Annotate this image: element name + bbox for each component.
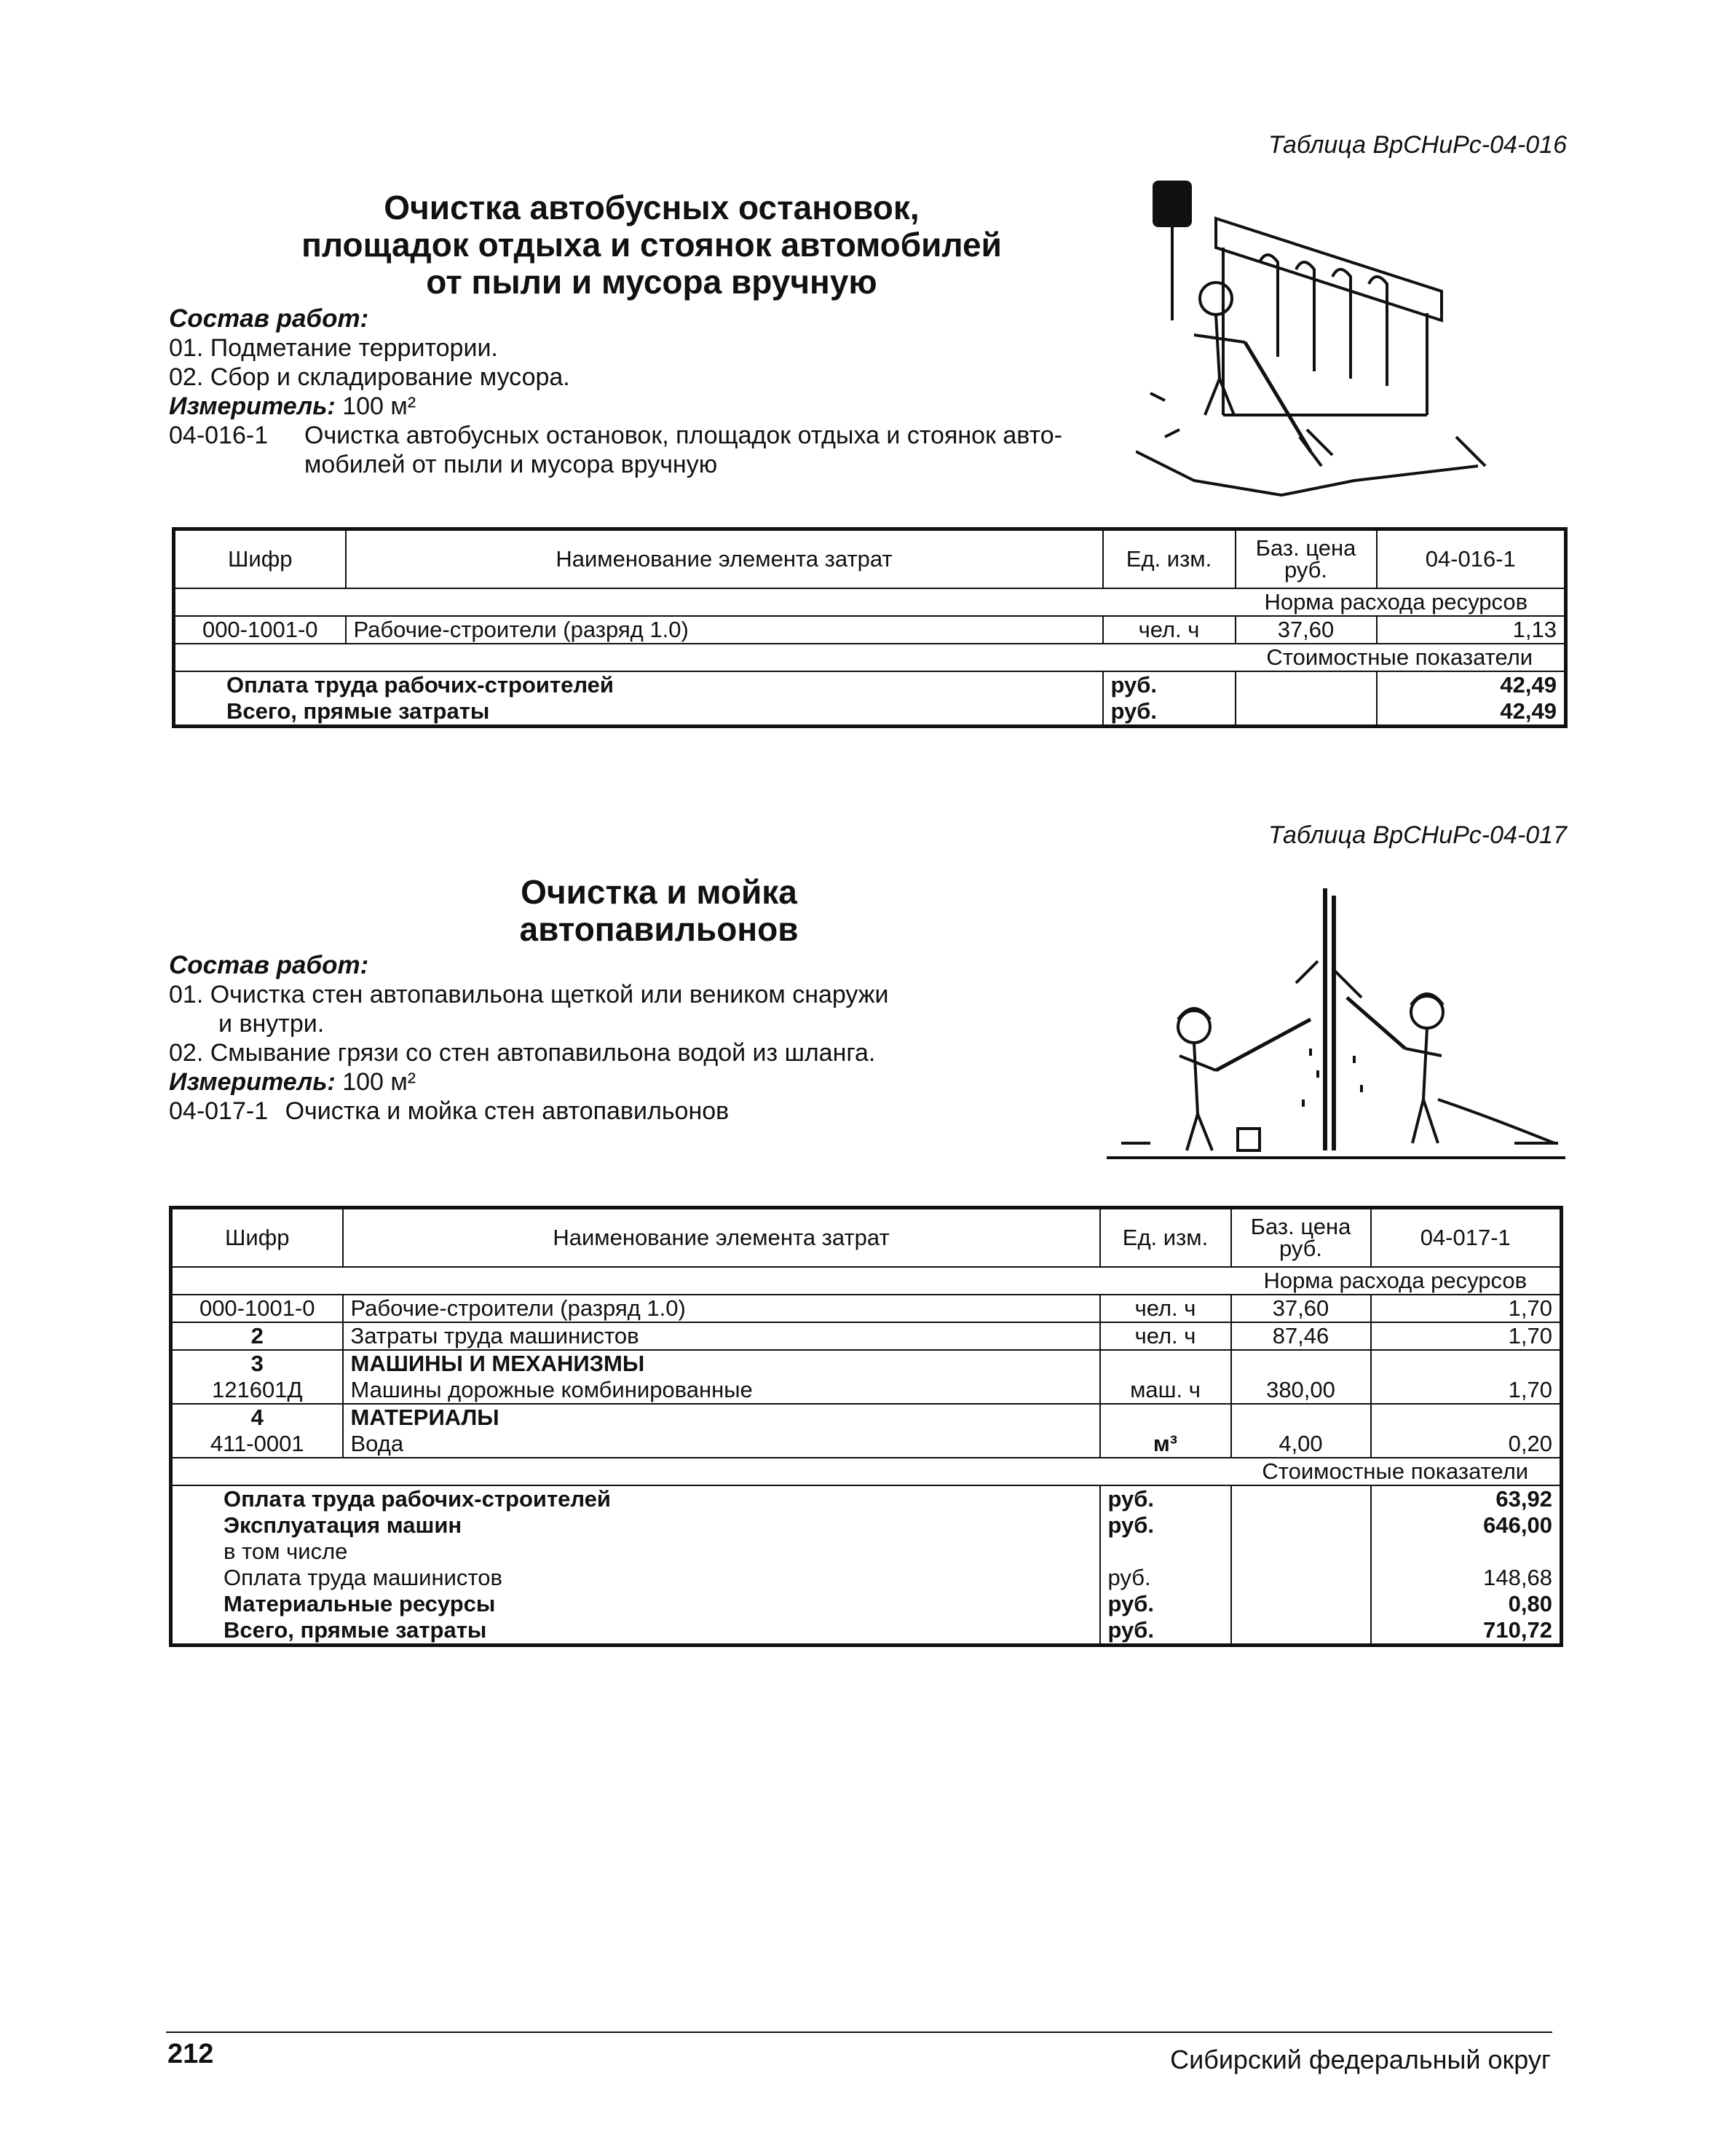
- row-code: 4: [171, 1404, 343, 1431]
- title-line: от пыли и мусора вручную: [426, 263, 877, 301]
- work-composition-017: [169, 951, 1188, 1126]
- header-unit: Ед. изм.: [1103, 529, 1236, 589]
- row-unit: чел. ч: [1100, 1322, 1231, 1350]
- row-code: 121601Д: [212, 1377, 303, 1402]
- cost-name: в том числе: [224, 1539, 348, 1564]
- row-unit: маш. ч: [1100, 1377, 1231, 1404]
- section-title-017: [408, 874, 910, 948]
- row-code: 3: [171, 1350, 343, 1377]
- row-name: Вода: [343, 1431, 1100, 1458]
- code-description: Очистка и мойка стен автопавильонов: [285, 1097, 730, 1125]
- row-code: 000-1001-0: [171, 1295, 343, 1322]
- norm-subheader-row: [171, 1267, 1562, 1295]
- row-name: Затраты труда машинистов: [343, 1322, 1100, 1350]
- header-rate-code: 04-016-1: [1377, 529, 1566, 589]
- row-price: 87,46: [1231, 1322, 1371, 1350]
- norm-label: Норма расхода ресурсов: [1231, 1267, 1562, 1295]
- cost-row: [171, 1539, 1562, 1565]
- cost-unit: руб.: [1100, 1512, 1231, 1539]
- cost-row: [171, 1591, 1562, 1617]
- header-base-price: Баз. цена руб.: [1231, 1208, 1371, 1268]
- table-row: [171, 1377, 1562, 1404]
- row-name: МАТЕРИАЛЫ: [343, 1404, 1100, 1431]
- section-title-016: [240, 189, 1063, 301]
- measure-line: [169, 1067, 1188, 1097]
- cost-unit: руб.: [1100, 1617, 1231, 1646]
- cost-row: [174, 671, 1566, 698]
- row-unit: м³: [1100, 1431, 1231, 1458]
- cost-row: [174, 698, 1566, 727]
- row-name: Рабочие-строители (разряд 1.0): [346, 616, 1103, 644]
- cost-value: 42,49: [1377, 671, 1566, 698]
- work-item: 01. Подметание территории.: [169, 334, 498, 362]
- cost-value: 646,00: [1371, 1512, 1562, 1539]
- work-label: Состав работ:: [169, 951, 369, 979]
- work-label: Состав работ:: [169, 304, 369, 333]
- title-line: Очистка автобусных остановок,: [384, 189, 920, 226]
- work-composition-016: [169, 304, 1188, 479]
- work-item: 02. Сбор и складирование мусора.: [169, 363, 570, 391]
- row-value: 1,70: [1371, 1377, 1562, 1404]
- code-number: 04-016-1: [169, 422, 269, 449]
- row-code: 2: [171, 1322, 343, 1350]
- cost-unit: руб.: [1100, 1485, 1231, 1512]
- pavilion-washing-illustration: [1107, 881, 1565, 1172]
- work-item: 02. Смывание грязи со стен автопавильона водой из шланга.: [169, 1039, 876, 1067]
- cost-name: Оплата труда рабочих-строителей: [171, 1485, 1100, 1512]
- code-line: [169, 421, 1188, 450]
- measure-value: 100 м²: [342, 392, 416, 420]
- cost-unit: руб.: [1100, 1591, 1231, 1617]
- footer-divider: [166, 2031, 1552, 2033]
- header-code: Шифр: [171, 1208, 343, 1268]
- code-number: 04-017-1: [169, 1097, 269, 1125]
- work-item: и внутри.: [218, 1010, 325, 1038]
- cost-unit: руб.: [1103, 671, 1236, 698]
- measure-line: [169, 392, 1188, 421]
- footer-region: Сибирский федеральный округ: [1170, 2045, 1551, 2074]
- measure-label: Измеритель:: [169, 1068, 336, 1096]
- cost-name: Материальные ресурсы: [224, 1591, 496, 1616]
- cost-row: [171, 1565, 1562, 1591]
- cost-subheader-row: [174, 644, 1566, 671]
- title-line: площадок отдыха и стоянок автомобилей: [301, 226, 1002, 264]
- cost-name: Эксплуатация машин: [224, 1512, 462, 1538]
- row-price: 37,60: [1236, 616, 1377, 644]
- code-description-line: Очистка автобусных остановок, площадок отдыха и стоянок авто-: [304, 422, 1063, 449]
- table-row: [171, 1322, 1562, 1350]
- cost-unit: руб.: [1100, 1565, 1231, 1591]
- cost-value: 42,49: [1377, 698, 1566, 727]
- cost-label: Стоимостные показатели: [1236, 644, 1566, 671]
- table-row: [171, 1350, 1562, 1377]
- cost-name: Всего, прямые затраты: [226, 698, 490, 724]
- cost-name: Оплата труда машинистов: [224, 1565, 502, 1590]
- row-code: 411-0001: [210, 1431, 304, 1456]
- cost-row: [171, 1485, 1562, 1512]
- table-row: [171, 1404, 1562, 1431]
- row-value: 1,70: [1371, 1322, 1562, 1350]
- cost-name: Оплата труда рабочих-строителей: [174, 671, 1103, 698]
- cost-subheader-row: [171, 1458, 1562, 1485]
- title-line: автопавильонов: [519, 910, 799, 948]
- cost-unit: руб.: [1103, 698, 1236, 727]
- bus-stop-cleaning-illustration: [1136, 175, 1514, 502]
- header-code: Шифр: [174, 529, 346, 589]
- cost-name: Всего, прямые затраты: [224, 1617, 487, 1643]
- cost-table-016: [172, 527, 1568, 728]
- table-row: [171, 1295, 1562, 1322]
- cost-value: 710,72: [1371, 1617, 1562, 1646]
- row-code: 000-1001-0: [174, 616, 346, 644]
- table-reference-016: Таблица ВрСНиРс-04-016: [1268, 131, 1567, 159]
- code-line: [169, 1097, 1188, 1126]
- row-name: МАШИНЫ И МЕХАНИЗМЫ: [343, 1350, 1100, 1377]
- row-price: 380,00: [1231, 1377, 1371, 1404]
- norm-label: Норма расхода ресурсов: [1236, 588, 1566, 616]
- norm-subheader-row: [174, 588, 1566, 616]
- cost-label: Стоимостные показатели: [1231, 1458, 1562, 1485]
- table-row: [174, 616, 1566, 644]
- cost-row: [171, 1512, 1562, 1539]
- title-line: Очистка и мойка: [521, 873, 797, 911]
- measure-label: Измеритель:: [169, 392, 336, 420]
- code-description-line: мобилей от пыли и мусора вручную: [304, 451, 718, 478]
- row-value: 1,70: [1371, 1295, 1562, 1322]
- page-number: 212: [167, 2039, 214, 2069]
- cost-table-017: [169, 1206, 1563, 1647]
- header-name: Наименование элемента затрат: [343, 1208, 1100, 1268]
- table-row: [171, 1431, 1562, 1458]
- row-value: 0,20: [1371, 1431, 1562, 1458]
- row-price: 37,60: [1231, 1295, 1371, 1322]
- cost-row: [171, 1617, 1562, 1646]
- work-item: 01. Очистка стен автопавильона щеткой или веником снаружи: [169, 981, 889, 1008]
- measure-value: 100 м²: [342, 1068, 416, 1096]
- row-name: Рабочие-строители (разряд 1.0): [343, 1295, 1100, 1322]
- header-unit: Ед. изм.: [1100, 1208, 1231, 1268]
- table-header-row: [171, 1208, 1562, 1268]
- row-name: Машины дорожные комбинированные: [343, 1377, 1100, 1404]
- cost-value: 63,92: [1371, 1485, 1562, 1512]
- row-unit: чел. ч: [1103, 616, 1236, 644]
- row-unit: чел. ч: [1100, 1295, 1231, 1322]
- table-reference-017: Таблица ВрСНиРс-04-017: [1268, 821, 1567, 849]
- cost-value: 0,80: [1371, 1591, 1562, 1617]
- header-name: Наименование элемента затрат: [346, 529, 1103, 589]
- table-header-row: [174, 529, 1566, 589]
- row-price: 4,00: [1231, 1431, 1371, 1458]
- row-value: 1,13: [1377, 616, 1566, 644]
- header-rate-code: 04-017-1: [1371, 1208, 1562, 1268]
- header-base-price: Баз. цена руб.: [1236, 529, 1377, 589]
- cost-value: 148,68: [1371, 1565, 1562, 1591]
